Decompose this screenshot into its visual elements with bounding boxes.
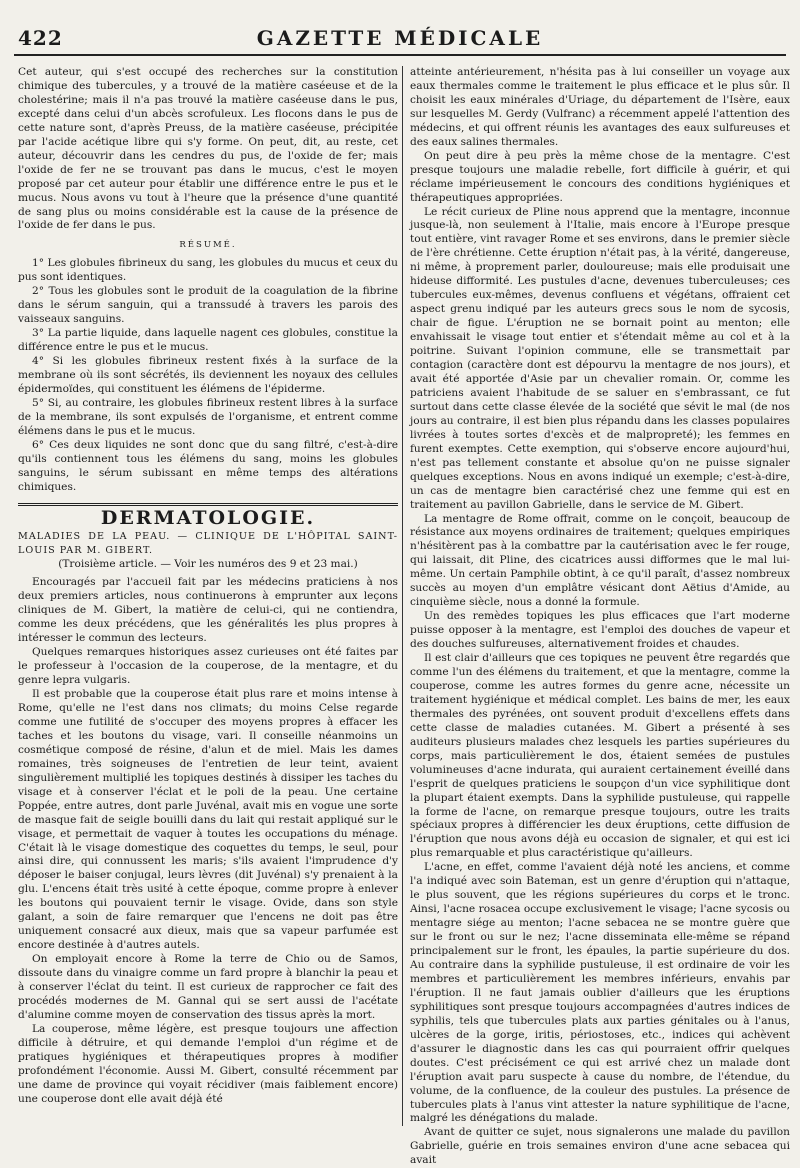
body-paragraph: Le récit curieux de Pline nous apprend que la mentagre, inconnue jusque-là, non seulement à l'Italie, mais encore à l'Europe presque tout entière, vint ravager Rome et ses environs, dans le premier siècle de l'ère chrétienne. Cette éruption n'était pas, à la vérité, dangereuse, ni même, à proprement parler, douloureuse; mais elle produisait une hideuse difformité. Les pustules d'acne, devenues tuberculeuses; ces tubercules eux-mêmes, devenus confluens et végétans, offraient cet aspect grenu indiqué par les auteurs grecs sous le nom de sycosis, chair de figue. L'éruption ne se bornait point au menton; elle envahissait le visage tout entier et s'étendait même au col et à la poitrine. Suivant l'opinion commune, elle se transmettait par contagion (caractère dont est dépourvu la mentagre de nos jours), et avait été apportée d'Asie par un chevalier romain. Or, comme les patriciens avaient l'habitude de se saluer en s'embrassant, ce fut surtout dans cette classe élevée de la société que sévit le mal (de nos jours au contraire, il est bien plus répandu dans les classes populaires livrées à toutes sortes d'excès et de malpropreté); les femmes en furent exemptes. Cette exemption, qui s'observe encore aujourd'hui, n'est pas tellement constante et absolue qu'on ne puisse signaler quelques exceptions. Nous en avons indiqué un exemple; c'est-à-dire, un cas de mentagre bien caractérisé chez une femme qui est en traitement au pavillon Gabrielle, dans le service de M. Gibert. <box>410 205 790 511</box>
right-column <box>410 66 790 1167</box>
body-paragraph: Avant de quitter ce sujet, nous signalerons une malade du pavillon Gabrielle, guérie en trois semaines environ d'une acne sebacea qui avait <box>410 1126 790 1167</box>
resume-item: 4° Si les globules fibrineux restent fixés à la surface de la membrane où ils sont sécrétés, ils deviennent les noyaux des cellules épidermoïdes, qui constituent les élémens de l'épiderme. <box>18 355 398 395</box>
body-paragraph: Quelques remarques historiques assez curieuses ont été faites par le professeur à l'occasion de la couperose, de la mentagre, et du genre lepra vulgaris. <box>18 646 398 687</box>
resume-item: 5° Si, au contraire, les globules fibrineux restent libres à la surface de la membrane, ils sont expulsés de l'organisme, et entrent comme élémens dans le pus et le mucus. <box>18 396 398 437</box>
left-column <box>18 66 398 1126</box>
journal-title: GAZETTE MÉDICALE <box>256 26 544 50</box>
body-paragraph: Encouragés par l'accueil fait par les médecins praticiens à nos deux premiers articles, nous continuerons à emprunter aux leçons cliniques de M. Gibert, la matière de celui-ci, qui ne contiendra, comme les deux précédens, que les généralités les plus propres à intéresser le commun des lecteurs. <box>18 576 398 645</box>
resume-item: 6° Ces deux liquides ne sont donc que du sang filtré, c'est-à-dire qu'ils contiennent tous les élémens du sang, moins les globules sanguins, le sérum subissant en même temps des altérations chimiques. <box>18 438 398 493</box>
page-number: 422 <box>18 26 63 50</box>
body-paragraph: L'acne, en effet, comme l'avaient déjà noté les anciens, et comme l'a indiqué avec soin Bateman, est un genre d'éruption qui n'attaque, le plus souvent, que les régions supérieures du corps et le tronc. Ainsi, l'acne rosacea occupe exclusivement le visage; l'acne sycosis ou mentagre siége au menton; l'acne sebacea ne se montre guère que sur le front ou sur le nez; l'acne disseminata elle-même se répand principalement sur le front, les épaules, la partie supérieure du dos. Au contraire dans la syphilide pustuleuse, il est ordinaire de voir les membres et particulièrement les membres inférieurs, envahis par l'éruption. Il ne faut jamais oublier d'ailleurs que les éruptions syphilitiques sont presque toujours accompagnées d'autres indices de syphilis, tels que tubercules plats aux parties génitales ou à l'anus, ulcères de la gorge, iritis, périostoses, etc., indices qui achèvent d'assurer le diagnostic dans les cas qui pourraient offrir quelques doutes. C'est précisément ce qui est arrivé chez un malade dont l'éruption avait paru suspecte à cause du nombre, de l'étendue, du volume, de la confluence, de la couleur des pustules. La présence de tubercules plats à l'anus vint attester la nature syphilitique de l'acne, malgré les dénégations du malade. <box>410 861 790 1125</box>
resume-title: RÉSUMÉ. <box>179 240 237 251</box>
body-paragraph: Il est probable que la couperose était plus rare et moins intense à Rome, qu'elle ne l'est dans nos climats; du moins Celse regarde comme une futilité de s'occuper des moyens propres à effacer les taches et les boutons du visage, vari. Il conseille néanmoins un cosmétique composé de résine, d'alun et de miel. Mais les dames romaines, très soigneuses de l'entretien de leur teint, avaient singulièrement multiplié les topiques destinés à dissiper les taches du visage et à conserver l'éclat et le poli de la peau. Une certaine Poppée, entre autres, dont parle Juvénal, avait mis en vogue une sorte de masque fait de seigle bouilli dans du lait qui restait appliqué sur le visage, et permettait de vaquer à toutes les occupations du ménage. C'était là le visage domestique des coquettes du temps, le seul, pour ainsi dire, qui connussent les maris; s'ils avaient l'imprudence d'y déposer le baiser conjugal, leurs lèvres (dit Juvénal) s'y prenaient à la glu. L'encens était très usité à cette époque, comme propre à enlever les boutons qui pouvaient ternir le visage. Ovide, dans son style galant, a soin de faire remarquer que l'encens ne doit pas être uniquement consacré aux dieux, mais que sa vapeur parfumée est encore destinée à d'autres autels. <box>18 688 398 952</box>
body-paragraph: On employait encore à Rome la terre de Chio ou de Samos, dissoute dans du vinaigre comme un fard propre à blanchir la peau et à conserver l'éclat du teint. Il est curieux de rapprocher ce fait des procédés modernes de M. Gannal qui se sert aussi de l'acétate d'alumine comme moyen de conservation des tissus après la mort. <box>18 953 398 1021</box>
article-heading: MALADIES DE LA PEAU. — CLINIQUE DE L'HÔPITAL SAINT-LOUIS PAR M. GIBERT. <box>18 530 398 556</box>
body-paragraph: La couperose, même légère, est presque toujours une affection difficile à détruire, et qui demande l'emploi d'un régime et de pratiques hygiéniques et thérapeutiques propres à modifier profondément l'économie. Aussi M. Gibert, consulté récemment par une dame de province qui voyait récidiver (mais faiblement encore) une couperose dont elle avait déjà été <box>18 1022 398 1105</box>
body-paragraph: La mentagre de Rome offrait, comme on le conçoit, beaucoup de résistance aux moyens ordinaires de traitement; quelques empiriques n'hésitèrent pas à la combattre par la cautérisation avec le fer rouge, qui laissait, dit Pline, des cicatrices aussi difformes que le mal lui-même. Un certain Pamphile obtint, à ce qu'il paraît, d'assez nombreux succès au moyen d'un emplâtre vésicant dont Aëtius d'Amide, au cinquième siècle, nous a donné la formule. <box>410 512 790 609</box>
resume-item: 1° Les globules fibrineux du sang, les globules du mucus et ceux du pus sont identiques. <box>18 257 398 284</box>
intro-paragraph: Cet auteur, qui s'est occupé des recherches sur la constitution chimique des tubercules, y a trouvé de la matière caséeuse et de la cholestérine; mais il n'a pas trouvé la matière caséeuse dans le pus, excepté dans celui d'un abcès scrofuleux. Les flocons dans le pus de cette nature sont, d'après Preuss, de la matière caséeuse, précipitée par l'acide acétique libre qui s'y forme. On peut, dit, au reste, cet auteur, découvrir dans les cendres du pus, de l'oxide de fer; mais l'oxide de fer ne se trouvant pas dans le mucus, c'est le moyen proposé par cet auteur pour établir une différence entre le pus et le mucus. Nous avons vu tout à l'heure que la présence d'une quantité de sang plus ou moins considérable est la cause de la présence de l'oxide de fer dans le pus. <box>18 66 398 232</box>
resume-item: 2° Tous les globules sont le produit de la coagulation de la fibrine dans le sérum sanguin, qui a transsudé à travers les parois des vaisseaux sanguins. <box>18 285 398 326</box>
column-rule <box>402 66 403 1126</box>
resume-item: 3° La partie liquide, dans laquelle nagent ces globules, constitue la différence entre le pus et le mucus. <box>18 327 398 354</box>
running-head <box>14 24 786 56</box>
body-paragraph: Il est clair d'ailleurs que ces topiques ne peuvent être regardés que comme l'un des élémens du traitement, et que la mentagre, comme la couperose, comme les autres formes du genre acne, nécessite un traitement hygiénique et médical complet. Les bains de mer, les eaux thermales des pyrénées, ont souvent produit d'excellens effets dans cette classe de maladies cutanées. M. Gibert a présenté à ses auditeurs plusieurs malades chez lesquels les parties supérieures du corps, mais particulièrement le dos, étaient semées de pustules volumineuses d'acne indurata, qui auraient certainement éveillé dans l'esprit de quelques praticiens le soupçon d'un vice syphilitique dont la plupart étaient exempts. Dans la syphilide pustuleuse, qui rappelle la forme de l'acne, on remarque presque toujours, outre les traits spéciaux propres à différencier les deux éruptions, cette diffusion de l'éruption que nous avons déjà eu occasion de signaler, et qui est ici plus remarquable et plus caractéristique qu'ailleurs. <box>410 652 790 860</box>
section-title: DERMATOLOGIE. <box>100 506 316 529</box>
section-divider <box>18 503 398 506</box>
body-paragraph: atteinte antérieurement, n'hésita pas à lui conseiller un voyage aux eaux thermales comme le traitement le plus efficace et le plus sûr. Il choisit les eaux minérales d'Uriage, du département de l'Isère, eaux sur lesquelles M. Gerdy (Vulfranc) a récemment appelé l'attention des médecins, et qui offrent réunis les avantages des eaux sulfureuses et des eaux salines thermales. <box>410 66 790 148</box>
text-columns <box>14 66 790 1167</box>
body-paragraph: Un des remèdes topiques les plus efficaces que l'art moderne puisse opposer à la mentagre, est l'emploi des douches de vapeur et des douches sulfureuses, alternativement froides et chaudes. <box>410 610 790 651</box>
article-note: (Troisième article. — Voir les numéros des 9 et 23 mai.) <box>58 558 358 571</box>
body-paragraph: On peut dire à peu près la même chose de la mentagre. C'est presque toujours une maladie rebelle, fort difficile à guérir, et qui réclame impérieusement le concours des conditions hygiéniques et thérapeutiques appropriées. <box>410 149 790 204</box>
